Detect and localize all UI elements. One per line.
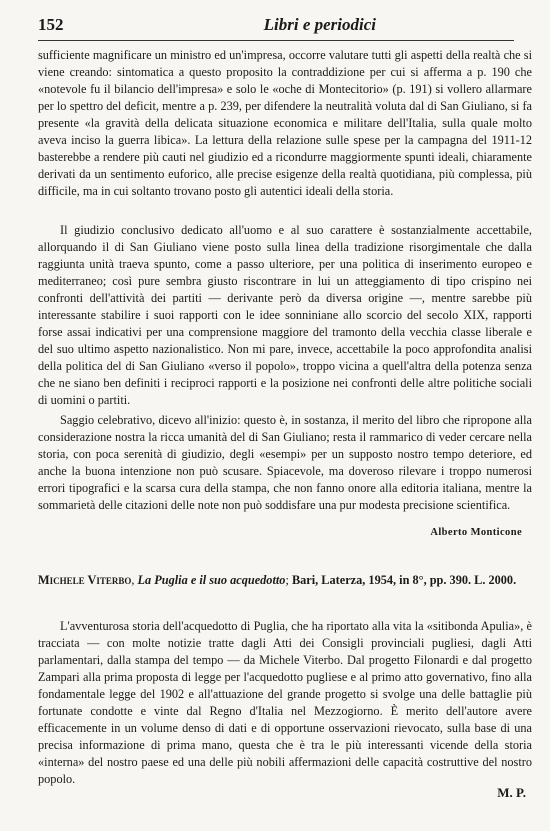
reviewer-signature: Alberto Monticone (430, 527, 522, 538)
book-author: Michele Viterbo (38, 573, 132, 587)
book-title: La Puglia e il suo acquedotto (137, 573, 286, 587)
page-number: 152 (38, 15, 64, 34)
review-paragraph-2: Il giudizio conclusivo dedicato all'uomo e al suo carattere è sostanzialmente accettabile, allorquando il di San Giuliano viene posto sulla linea della tradizione risorgimentale che dalla raggiunta unità traeva spunto, come a passo ulteriore, per una politica di inserimento europeo e mediterraneo; così pure sembra giusto riscontrare in lui un atteggiamento di tipo crispino nei confronti dell'attività dei partiti — derivante però da diversa origine —, mentre sarebbe più interessante stabilire i suoi rapporti con le idee sonniniane allo scorcio del secolo XIX, rapporti forse assai indicativi per una comprensione maggiore del tramonto della vecchia classe liberale e del suo ultimo aspetto nazionalistico. Non mi pare, invece, accettabile la poco approfondita analisi della politica del di San Giuliano «verso il popolo», troppo vicina a quell'altra della potenza senza che ne siano ben definiti i reciproci rapporti e la posizione nei confronti delle altre politiche sociali di uomini o partiti. (38, 223, 532, 407)
review-paragraph-3: Saggio celebrativo, dicevo all'inizio: questo è, in sostanza, il merito del libro che ripropone alla considerazione nostra la ricca umanità del di San Giuliano; resta il rammarico di veder cercare nella storia, con poca serenità di giudizio, degli «esempi» per un supposto nostro tempo deteriore, ed anche la buona intenzione non può scusare. Spiacevole, ma doveroso rilevare i troppo numerosi errori tipografici e la scarsa cura della stampa, che non fanno onore alla editoria italiana, mentre la sommarietà delle citazioni delle note non può soddisfare una pur modesta precisione scientifica. (38, 413, 532, 512)
review-paragraph-1: sufficiente magnificare un ministro ed un'impresa, occorre valutare tutti gli aspetti della realtà che si viene creando: sintomatica a questo proposito la contraddizione per cui si afferma a p. 190 che «notevole fu il bilancio dell'impresa» e solo le «oche di Montecitorio» (p. 191) si vollero allarmare per lo spettro del deficit, mentre a p. 239, per difendere la neutralità voluta dal di San Giuliano, si fa presente «la gravità della delicata situazione economica e militare dell'Italia, sulla quale molto aveva inciso la guerra libica». La lettura della relazione sulle spese per la campagna del 1911-12 basterebbe a rendere più cauti nel giudizio ed a ricondurre maggiormente spunti ideali, chiaramente derivati da un sentimento euforico, alle precise esigenze della realtà quotidiana, più complessa, più difficile, ma in cui soltanto trovano posto gli autentici ideali della storia. (38, 48, 532, 198)
running-head: Libri e periodici (263, 15, 376, 34)
page-header (38, 10, 514, 41)
reviewer-initials: M. P. (497, 785, 526, 800)
book-imprint: Bari, Laterza, 1954, in 8°, pp. 390. L. 2000. (291, 573, 517, 587)
bibliographic-entry: Michele Viterbo, La Puglia e il suo acquedotto; Bari, Laterza, 1954, in 8°, pp. 390. L. 2000. (38, 573, 517, 587)
review-2-body: L'avventurosa storia dell'acquedotto di Puglia, che ha riportato alla vita la «sitibonda Apulia», è tracciata — con molte notizie tratte dagli Atti dei Consigli provinciali pugliesi, dagli Atti parlamentari, dalla stampa del tempo — da Michele Viterbo. Dal progetto Filonardi e dal progetto Zampari alla prima proposta di legge per l'acquedotto pugliese e al primo atto governativo, fino alla fondamentale legge del 1902 e all'attuazione del grande progetto si svolge una delle battaglie più fortunate condotte e vinte dal Regno d'Italia nel Mezzogiorno. È merito dell'autore avere efficacemente in un volume denso di dati e di opportune osservazioni rievocato, sulla base di una precisa informazione di prima mano, questa che è tra le più interessanti vicende della storia «interna» del nostro paese ed una delle più nobili affermazioni delle capacità costruttive del nostro popolo. (38, 619, 532, 786)
